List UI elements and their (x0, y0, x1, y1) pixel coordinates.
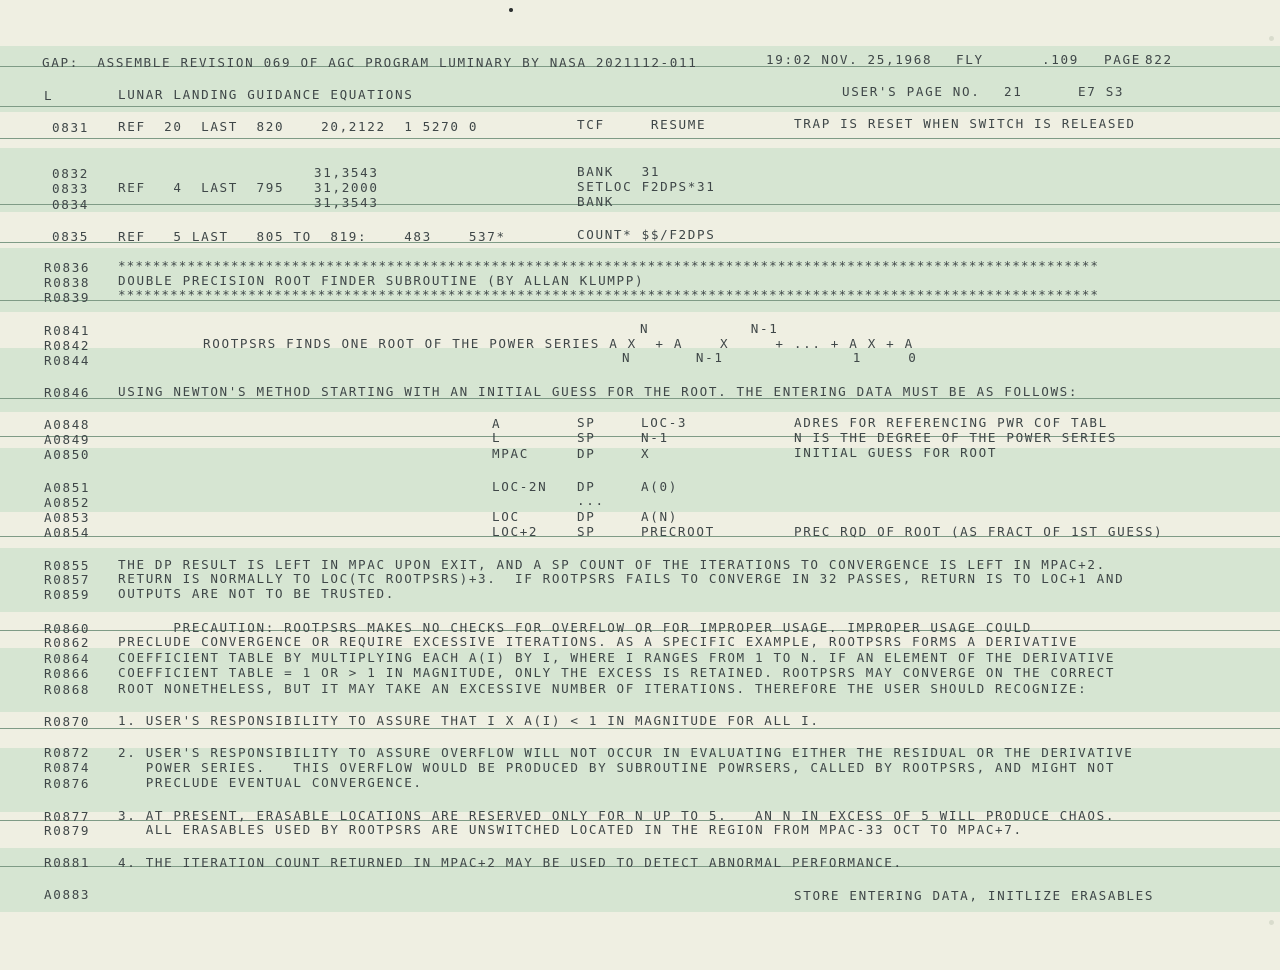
line-text: 31,3543 (314, 195, 379, 210)
line-number: R0877 (44, 809, 91, 824)
header-version: .109 (1042, 52, 1079, 67)
line-number: R0876 (44, 776, 91, 791)
header-gap-line: GAP: ASSEMBLE REVISION 069 OF AGC PROGRAM LUMINARY BY NASA 2021112-011 (42, 55, 698, 70)
header-users-page-number: 21 (1004, 84, 1023, 99)
line-number: A0849 (44, 432, 91, 447)
precaution-text: PRECAUTION: ROOTPSRS MAKES NO CHECKS FOR OVERFLOW OR FOR IMPROPER USAGE. IMPROPER USAGE COULD (118, 620, 1032, 635)
line-number: A0883 (44, 887, 91, 902)
line-number: R0857 (44, 572, 91, 587)
line-text: OUTPUTS ARE NOT TO BE TRUSTED. (118, 586, 395, 601)
line-number: R0874 (44, 760, 91, 775)
line-text: POWER SERIES. THIS OVERFLOW WOULD BE PRODUCED BY SUBROUTINE POWRSERS, CALLED BY ROOTPSRS, AND MIGHT NOT (118, 760, 1116, 775)
line-number: R0842 (44, 338, 91, 353)
paper-band (0, 0, 1280, 46)
list-item-3: 3. AT PRESENT, ERASABLE LOCATIONS ARE RESERVED ONLY FOR N UP TO 5. AN N IN EXCESS OF 5 WILL PRODUCE CHAOS. (118, 808, 1116, 823)
line-text: REF 4 LAST 795 (118, 180, 285, 195)
line-opcode: SP (577, 430, 596, 445)
line-text: RETURN IS NORMALLY TO LOC(TC ROOTPSRS)+3. IF ROOTPSRS FAILS TO CONVERGE IN 32 PASSES, RETURN IS TO LOC+1 AND (118, 571, 1125, 586)
line-number: R0881 (44, 855, 91, 870)
header-page-number: 822 (1145, 52, 1173, 67)
line-number: R0868 (44, 682, 91, 697)
ruled-line (0, 728, 1280, 729)
power-series-exponents: N N-1 (640, 321, 779, 336)
header-fly: FLY (956, 52, 984, 67)
line-label: LOC+2 (492, 524, 539, 539)
power-series-subscripts: N N-1 1 0 (622, 350, 918, 365)
line-label: LOC-2N (492, 479, 548, 494)
line-number: 0835 (52, 229, 89, 244)
line-text: PRECLUDE EVENTUAL CONVERGENCE. (118, 775, 423, 790)
line-opcode: DP (577, 509, 596, 524)
line-opcode: BANK (577, 194, 614, 209)
line-number: 0834 (52, 197, 89, 212)
line-number: R0844 (44, 353, 91, 368)
line-label: A (492, 416, 502, 431)
line-number: A0850 (44, 447, 91, 462)
line-text: ALL ERASABLES USED BY ROOTPSRS ARE UNSWITCHED LOCATED IN THE REGION FROM MPAC-33 OCT TO MPAC+7. (118, 822, 1023, 837)
line-comment: TRAP IS RESET WHEN SWITCH IS RELEASED (794, 116, 1136, 131)
header-subtitle: LUNAR LANDING GUIDANCE EQUATIONS (118, 87, 414, 102)
ink-dot (509, 8, 513, 12)
header-page-label: PAGE (1104, 52, 1141, 67)
line-opcode: DP (577, 479, 596, 494)
line-label: L (492, 430, 502, 445)
line-number: A0851 (44, 480, 91, 495)
line-opcode: TCF RESUME (577, 117, 707, 132)
line-number: R0838 (44, 275, 91, 290)
line-text: COEFFICIENT TABLE = 1 OR > 1 IN MAGNITUDE, ONLY THE EXCESS IS RETAINED. ROOTPSRS MAY CONVERGE ON THE CORRECT (118, 665, 1116, 680)
line-number: R0859 (44, 587, 91, 602)
line-comment: STORE ENTERING DATA, INITLIZE ERASABLES (794, 888, 1155, 903)
line-number: R0879 (44, 823, 91, 838)
line-opcode: COUNT* $$/F2DPS (577, 227, 716, 242)
line-number: R0872 (44, 745, 91, 760)
header-datetime: 19:02 NOV. 25,1968 (766, 52, 933, 67)
line-number: 0831 (52, 120, 89, 135)
line-text: THE DP RESULT IS LEFT IN MPAC UPON EXIT, AND A SP COUNT OF THE ITERATIONS TO CONVERGENCE IS LEFT IN MPAC+2. (118, 557, 1106, 572)
line-number: R0846 (44, 385, 91, 400)
line-operand: LOC-3 (641, 415, 688, 430)
asterisk-rule: ***************************************************************************************************************** (118, 258, 1100, 273)
line-operand: PRECROOT (641, 524, 715, 539)
line-number: R0860 (44, 621, 91, 636)
line-number: A0848 (44, 417, 91, 432)
line-number: R0839 (44, 290, 91, 305)
line-operand: N-1 (641, 430, 669, 445)
paper-band (0, 912, 1280, 970)
subroutine-title: DOUBLE PRECISION ROOT FINDER SUBROUTINE (BY ALLAN KLUMPP) (118, 273, 645, 288)
line-operand: A(N) (641, 509, 678, 524)
line-opcode: SP (577, 415, 596, 430)
line-number: R0841 (44, 323, 91, 338)
line-number: A0852 (44, 495, 91, 510)
tractor-hole (1269, 36, 1274, 41)
line-text: USING NEWTON'S METHOD STARTING WITH AN INITIAL GUESS FOR THE ROOT. THE ENTERING DATA MUST BE AS FOLLOWS: (118, 384, 1079, 399)
line-label: LOC (492, 509, 520, 524)
line-number: R0855 (44, 558, 91, 573)
line-number: A0853 (44, 510, 91, 525)
list-item-4: 4. THE ITERATION COUNT RETURNED IN MPAC+2 MAY BE USED TO DETECT ABNORMAL PERFORMANCE. (118, 855, 903, 870)
line-text: 31,3543 (314, 165, 379, 180)
line-operand: X (641, 446, 651, 461)
line-opcode: SP (577, 524, 596, 539)
line-opcode: BANK 31 (577, 164, 661, 179)
header-code: E7 S3 (1078, 84, 1125, 99)
tractor-hole (1269, 920, 1274, 925)
header-l-marker: L (44, 88, 54, 103)
line-ellipsis: ... (577, 493, 605, 508)
line-label: MPAC (492, 446, 529, 461)
line-opcode: DP (577, 446, 596, 461)
ruled-line (0, 204, 1280, 205)
line-comment: PREC RQD OF ROOT (AS FRACT OF 1ST GUESS) (794, 524, 1164, 539)
ruled-line (0, 138, 1280, 139)
line-number: 0832 (52, 166, 89, 181)
line-number: R0862 (44, 635, 91, 650)
line-text: COEFFICIENT TABLE BY MULTIPLYING EACH A(I) BY I, WHERE I RANGES FROM 1 TO N. IF AN ELEMENT OF THE DERIVATIVE (118, 650, 1116, 665)
asterisk-rule: ***************************************************************************************************************** (118, 287, 1100, 302)
line-comment: INITIAL GUESS FOR ROOT (794, 445, 998, 460)
line-text: REF 5 LAST 805 TO 819: 483 537* (118, 229, 506, 244)
paper-band (0, 445, 1280, 512)
line-number: R0836 (44, 260, 91, 275)
line-comment: ADRES FOR REFERENCING PWR COF TABL (794, 415, 1108, 430)
line-comment: N IS THE DEGREE OF THE POWER SERIES (794, 430, 1118, 445)
line-number: A0854 (44, 525, 91, 540)
line-number: 0833 (52, 181, 89, 196)
header-users-page: USER'S PAGE NO. (842, 84, 981, 99)
line-number: R0866 (44, 666, 91, 681)
power-series-line: ROOTPSRS FINDS ONE ROOT OF THE POWER SERIES A X + A X + ... + A X + A (203, 336, 914, 351)
line-number: R0870 (44, 714, 91, 729)
list-item-1: 1. USER'S RESPONSIBILITY TO ASSURE THAT I X A(I) < 1 IN MAGNITUDE FOR ALL I. (118, 713, 820, 728)
line-text: ROOT NONETHELESS, BUT IT MAY TAKE AN EXCESSIVE NUMBER OF ITERATIONS. THEREFORE THE USER SHOULD RECOGNIZE: (118, 681, 1088, 696)
list-item-2: 2. USER'S RESPONSIBILITY TO ASSURE OVERFLOW WILL NOT OCCUR IN EVALUATING EITHER THE RESIDUAL OR THE DERIVATIVE (118, 745, 1134, 760)
ruled-line (0, 106, 1280, 107)
line-opcode: SETLOC F2DPS*31 (577, 179, 716, 194)
line-operand: A(0) (641, 479, 678, 494)
line-text: REF 20 LAST 820 20,2122 1 5270 0 (118, 119, 479, 134)
line-text: 31,2000 (314, 180, 379, 195)
line-number: R0864 (44, 651, 91, 666)
line-text: PRECLUDE CONVERGENCE OR REQUIRE EXCESSIVE ITERATIONS. AS A SPECIFIC EXAMPLE, ROOTPSRS FORMS A DERIVATIVE (118, 634, 1079, 649)
